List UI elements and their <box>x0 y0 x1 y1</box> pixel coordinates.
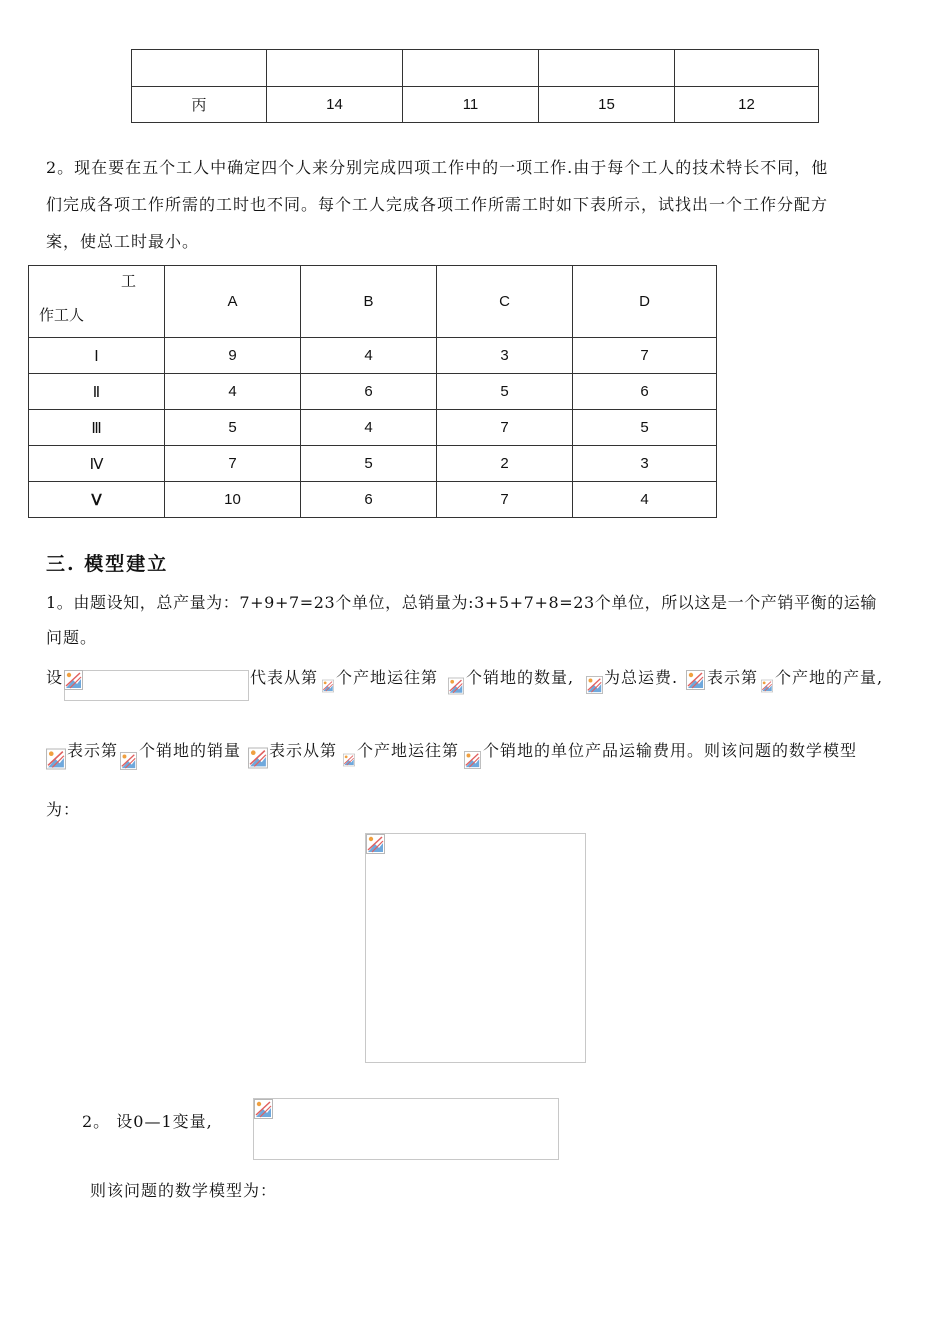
broken-image-icon <box>761 676 773 696</box>
model-image-frame <box>365 833 586 1063</box>
table-cell: 10 <box>165 482 301 518</box>
table-cell: 4 <box>301 338 437 374</box>
table-cell: 6 <box>301 374 437 410</box>
table-cell: 5 <box>437 374 573 410</box>
table-cell <box>132 50 267 87</box>
broken-image-icon <box>322 676 334 696</box>
broken-image-icon <box>248 744 268 772</box>
text-fragment: 表示从第 <box>269 741 338 760</box>
text-fragment: 个销地的单位产品运输费用。则该问题的数学模型 <box>483 741 858 760</box>
worker-cell: Ⅴ <box>29 482 165 518</box>
table-row <box>29 410 717 446</box>
broken-image-icon <box>464 750 481 770</box>
worker-cell: Ⅳ <box>29 446 165 482</box>
section-heading: 三. 模型建立 <box>46 553 169 575</box>
table-row <box>29 446 717 482</box>
text-fragment: 设 <box>46 668 64 687</box>
table-cell <box>539 50 675 87</box>
text-fragment: 表示第 <box>67 741 119 760</box>
table-cell: 15 <box>539 87 675 123</box>
table-cell: 6 <box>301 482 437 518</box>
corner-top-label: 工 <box>120 272 136 290</box>
broken-image-icon <box>46 744 66 774</box>
text-fragment: 个销地的销量 <box>139 741 242 760</box>
table-cell: 7 <box>573 338 717 374</box>
problem2-line3: 案，使总工时最小。 <box>46 232 200 251</box>
broken-image-icon <box>64 670 83 690</box>
table-cell: 3 <box>437 338 573 374</box>
table-cell: 7 <box>437 482 573 518</box>
table-cell: 14 <box>267 87 403 123</box>
table-cell: 丙 <box>132 87 267 123</box>
section3-p1-line2: 问题。 <box>46 628 98 647</box>
problem2-line2: 们完成各项工作所需的工时也不同。每个工人完成各项工作所需工时如下表所示，试找出一个工作分配方 <box>46 195 829 214</box>
table-assignment <box>28 265 717 518</box>
text-fragment: 个产地运往第 <box>357 741 460 760</box>
table-cell: 9 <box>165 338 301 374</box>
broken-image-icon <box>343 750 355 770</box>
broken-image-icon <box>254 1099 273 1119</box>
broken-image-icon <box>448 676 464 696</box>
text-fragment: 则该问题的数学模型为： <box>90 1181 278 1200</box>
table-cell: 7 <box>165 446 301 482</box>
worker-cell: Ⅱ <box>29 374 165 410</box>
text-fragment: 为总运费. <box>604 668 679 687</box>
table-cell: 7 <box>437 410 573 446</box>
variable-image-frame <box>253 1098 559 1160</box>
table-cell: 2 <box>437 446 573 482</box>
text-fragment: 2。 设0—1变量, <box>82 1112 213 1131</box>
broken-image-icon <box>686 670 705 690</box>
column-header: D <box>573 266 717 338</box>
table-cell: 11 <box>403 87 539 123</box>
text-fragment: 代表从第 <box>250 668 319 687</box>
table-row <box>29 374 717 410</box>
broken-image-icon <box>366 834 385 854</box>
column-header: B <box>301 266 437 338</box>
table-row <box>29 338 717 374</box>
table-top <box>131 49 819 123</box>
table-cell <box>675 50 819 87</box>
section3-p1-line1: 1。由题设知，总产量为：7+9+7=23个单位，总销量为:3+5+7+8=23个单位，所以这是一个产销平衡的运输 <box>46 593 877 612</box>
text-fragment: 个销地的数量, <box>466 668 575 687</box>
column-header: C <box>437 266 573 338</box>
text-fragment: 为： <box>46 800 81 819</box>
text-fragment: 表示第 <box>707 668 759 687</box>
table-cell: 5 <box>165 410 301 446</box>
text-fragment: 个产地的产量, <box>775 668 884 687</box>
table-cell: 5 <box>301 446 437 482</box>
table-cell: 4 <box>301 410 437 446</box>
table-cell: 6 <box>573 374 717 410</box>
text-fragment: 个产地运往第 <box>336 668 439 687</box>
table-cell: 4 <box>165 374 301 410</box>
corner-bottom-label: 作工人 <box>39 306 85 324</box>
table-cell: 3 <box>573 446 717 482</box>
table-header-corner <box>29 266 165 338</box>
column-header: A <box>165 266 301 338</box>
table-cell: 4 <box>573 482 717 518</box>
worker-cell: Ⅰ <box>29 338 165 374</box>
table-cell: 12 <box>675 87 819 123</box>
problem2-line1: 2。现在要在五个工人中确定四个人来分别完成四项工作中的一项工作.由于每个工人的技术特长不同，他 <box>46 158 829 177</box>
table-row <box>29 482 717 518</box>
formula-image-frame <box>64 670 249 701</box>
table-cell <box>267 50 403 87</box>
broken-image-icon <box>586 676 603 694</box>
worker-cell: Ⅲ <box>29 410 165 446</box>
table-cell: 5 <box>573 410 717 446</box>
broken-image-icon <box>120 750 137 772</box>
table-cell <box>403 50 539 87</box>
